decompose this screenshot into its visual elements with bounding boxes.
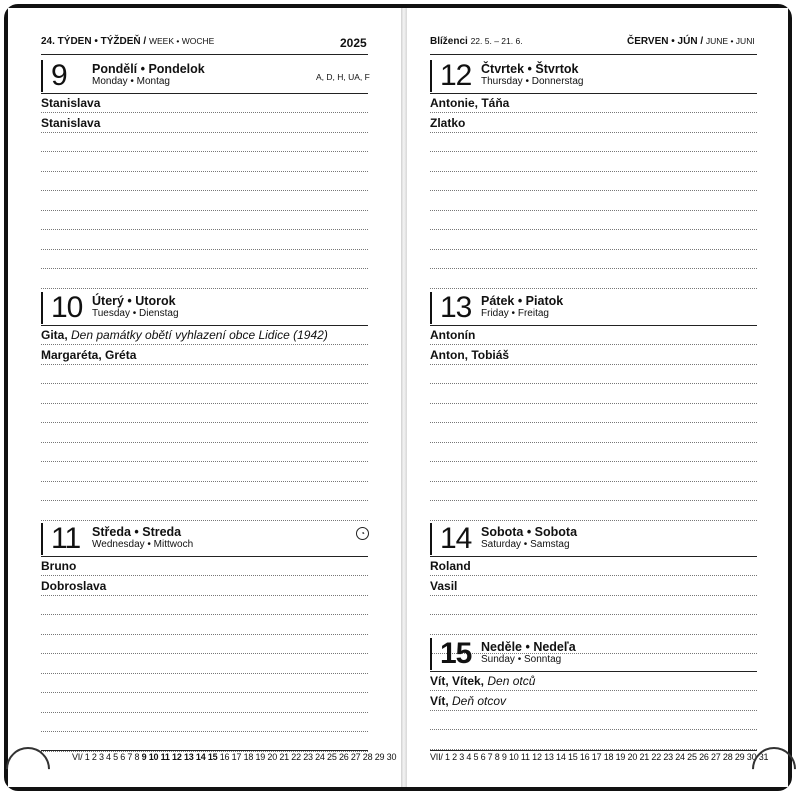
day-number-bar — [430, 292, 432, 324]
writing-line — [430, 344, 757, 345]
day-name: Čtvrtek • Štvrtok — [481, 62, 579, 76]
month-label-thin: JUNE • JUNI — [705, 36, 755, 46]
header-rule — [430, 54, 757, 55]
nameday-line — [41, 348, 136, 362]
writing-line — [41, 712, 368, 713]
nameday-text: Bruno — [41, 559, 77, 573]
nameday-text: Dobroslava — [41, 579, 107, 593]
strip-day: 31 — [758, 752, 769, 762]
strip-day: 13 — [544, 752, 557, 762]
header-rule — [41, 54, 368, 55]
writing-line — [41, 461, 368, 462]
strip-day: 29 — [374, 752, 387, 762]
day-rule — [41, 93, 368, 94]
strip-day: 3 — [459, 752, 467, 762]
strip-day: 16 — [219, 752, 232, 762]
strip-day: 5 — [473, 752, 481, 762]
nameday-text: Zlatko — [430, 116, 466, 130]
writing-line — [430, 729, 757, 730]
strip-month: VI/ — [72, 752, 85, 762]
strip-day: 23 — [663, 752, 676, 762]
day-name: Středa • Streda — [92, 525, 182, 539]
observance-text: Den otců — [484, 674, 536, 688]
day-name: Pondělí • Pondelok — [92, 62, 205, 76]
strip-day: 2 — [91, 752, 99, 762]
strip-day: 8 — [494, 752, 502, 762]
nameday-text: Gita, — [41, 328, 68, 342]
nameday-line — [430, 579, 457, 593]
strip-day: 18 — [603, 752, 616, 762]
writing-line — [41, 595, 368, 596]
writing-line — [430, 614, 757, 615]
writing-line — [430, 690, 757, 691]
writing-line — [41, 731, 368, 732]
writing-line — [41, 112, 368, 113]
day-number: 10 — [51, 291, 83, 324]
strip-day: 25 — [327, 752, 339, 762]
strip-day: 5 — [113, 752, 121, 762]
strip-day: 14 — [556, 752, 568, 762]
strip-day: 21 — [279, 752, 292, 762]
corner-mark — [0, 738, 59, 800]
nameday-line — [41, 116, 100, 130]
strip-rule — [430, 750, 757, 751]
holiday-countries: A, D, H, UA, F — [316, 72, 370, 82]
day-name-en-de: Monday • Montag — [92, 76, 170, 87]
year-label: 2025 — [340, 36, 367, 50]
strip-day: 15 — [207, 752, 220, 762]
full-moon-icon: ◔ — [356, 527, 369, 540]
writing-line — [41, 364, 368, 365]
strip-day: 28 — [722, 752, 735, 762]
strip-day: 22 — [291, 752, 304, 762]
strip-day: 1 — [445, 752, 453, 762]
writing-line — [41, 500, 368, 501]
strip-day: 3 — [98, 752, 107, 762]
month-strip-july — [430, 752, 768, 762]
writing-line — [430, 229, 757, 230]
nameday-text: Antonie, Táňa — [430, 96, 510, 110]
nameday-text: Vasil — [430, 579, 458, 593]
strip-day: 7 — [127, 752, 135, 762]
writing-line — [41, 151, 368, 152]
day-name-en-de: Saturday • Samstag — [481, 539, 570, 550]
strip-day: 27 — [350, 752, 363, 762]
day-rule — [41, 325, 368, 326]
week-label-thin: WEEK • WOCHE — [148, 36, 215, 46]
strip-day: 12 — [172, 752, 184, 762]
zodiac-header — [430, 36, 523, 47]
nameday-text: Vít, — [430, 694, 449, 708]
corner-mark — [743, 738, 800, 800]
strip-day: 12 — [532, 752, 545, 762]
nameday-line — [430, 328, 475, 342]
strip-day: 22 — [651, 752, 664, 762]
strip-day: 10 — [509, 752, 521, 762]
nameday-line — [430, 116, 465, 130]
day-number-bar — [430, 60, 432, 92]
nameday-line — [41, 328, 328, 342]
nameday-text: Margaréta, Gréta — [41, 348, 137, 362]
nameday-text: Stanislava — [41, 116, 101, 130]
writing-line — [41, 481, 368, 482]
writing-line — [41, 383, 368, 384]
writing-line — [430, 442, 757, 443]
day-name: Pátek • Piatok — [481, 294, 564, 308]
writing-line — [430, 112, 757, 113]
writing-line — [430, 132, 757, 133]
month-label: ČERVEN • JÚN / — [627, 36, 706, 47]
week-label: 24. TÝDEN • TÝŽDEŇ / — [41, 36, 149, 47]
strip-day: 17 — [591, 752, 604, 762]
nameday-text: Antonín — [430, 328, 476, 342]
writing-line — [430, 383, 757, 384]
strip-day: 6 — [120, 752, 128, 762]
writing-line — [41, 190, 368, 191]
strip-day: 27 — [711, 752, 723, 762]
strip-day: 6 — [480, 752, 488, 762]
strip-day: 8 — [134, 752, 142, 762]
writing-line — [41, 288, 368, 289]
nameday-line — [430, 348, 509, 362]
strip-day: 4 — [466, 752, 474, 762]
writing-line — [41, 210, 368, 211]
nameday-text: Vít, Vítek, — [430, 674, 485, 688]
day-name-en-de: Sunday • Sonntag — [481, 654, 562, 665]
strip-day: 23 — [303, 752, 316, 762]
strip-day: 17 — [231, 752, 244, 762]
writing-line — [430, 481, 757, 482]
strip-day: 30 — [746, 752, 759, 762]
writing-line — [41, 653, 368, 654]
strip-day: 28 — [362, 752, 375, 762]
writing-line — [41, 268, 368, 269]
strip-day: 19 — [615, 752, 628, 762]
nameday-line — [430, 694, 506, 708]
day-rule — [430, 93, 757, 94]
writing-line — [41, 422, 368, 423]
strip-day: 29 — [734, 752, 747, 762]
writing-line — [41, 249, 368, 250]
writing-line — [41, 614, 368, 615]
writing-line — [41, 520, 368, 521]
writing-line — [41, 403, 368, 404]
strip-day: 19 — [255, 752, 268, 762]
strip-day: 10 — [148, 752, 161, 762]
day-name: Úterý • Utorok — [92, 294, 176, 308]
week-header — [41, 36, 214, 47]
nameday-line — [41, 579, 106, 593]
day-rule — [41, 556, 368, 557]
strip-day: 13 — [183, 752, 196, 762]
writing-line — [430, 210, 757, 211]
day-name-en-de: Wednesday • Mittwoch — [92, 539, 194, 550]
day-rule — [430, 556, 757, 557]
strip-month: VII/ — [430, 752, 446, 762]
strip-day: 16 — [579, 752, 592, 762]
writing-line — [430, 595, 757, 596]
day-name-en-de: Thursday • Donnerstag — [481, 76, 584, 87]
strip-rule — [41, 750, 368, 751]
strip-day: 26 — [699, 752, 711, 762]
day-number: 12 — [440, 59, 472, 92]
writing-line — [430, 422, 757, 423]
writing-line — [41, 442, 368, 443]
nameday-line — [430, 674, 535, 688]
day-number-bar — [41, 292, 43, 324]
day-rule — [430, 325, 757, 326]
strip-day: 24 — [675, 752, 688, 762]
writing-line — [430, 575, 757, 576]
day-number: 11 — [51, 522, 81, 555]
day-name: Neděle • Nedeľa — [481, 640, 576, 654]
zodiac-label: Blíženci — [430, 36, 471, 47]
strip-day: 11 — [520, 752, 533, 762]
writing-line — [41, 132, 368, 133]
strip-day: 7 — [487, 752, 495, 762]
observance-text: Den památky obětí vyhlazení obce Lidice (1942) — [67, 328, 328, 342]
month-header — [627, 36, 755, 47]
writing-line — [41, 692, 368, 693]
writing-line — [41, 575, 368, 576]
observance-text: Deň otcov — [448, 694, 507, 708]
strip-day: 15 — [567, 752, 580, 762]
strip-day: 14 — [195, 752, 208, 762]
writing-line — [430, 500, 757, 501]
writing-line — [41, 229, 368, 230]
zodiac-range: 22. 5. – 21. 6. — [470, 36, 523, 46]
nameday-text: Stanislava — [41, 96, 101, 110]
strip-day: 30 — [386, 752, 397, 762]
strip-day: 4 — [106, 752, 114, 762]
writing-line — [430, 520, 757, 521]
writing-line — [430, 653, 757, 654]
nameday-text: Roland — [430, 559, 471, 573]
strip-day: 26 — [338, 752, 351, 762]
strip-day: 18 — [243, 752, 256, 762]
nameday-line — [430, 96, 509, 110]
nameday-line — [41, 559, 76, 573]
writing-line — [430, 710, 757, 711]
writing-line — [41, 634, 368, 635]
day-name-en-de: Friday • Freitag — [481, 308, 549, 319]
writing-line — [430, 364, 757, 365]
strip-day: 9 — [141, 752, 149, 762]
day-rule — [430, 671, 757, 672]
day-name-en-de: Tuesday • Dienstag — [92, 308, 179, 319]
strip-day: 9 — [501, 752, 509, 762]
strip-day: 2 — [452, 752, 460, 762]
writing-line — [41, 171, 368, 172]
day-number-bar — [430, 638, 432, 670]
writing-line — [41, 344, 368, 345]
writing-line — [430, 403, 757, 404]
day-number-bar — [41, 523, 43, 555]
strip-day: 20 — [267, 752, 280, 762]
nameday-line — [430, 559, 471, 573]
strip-day: 25 — [687, 752, 700, 762]
day-number: 13 — [440, 291, 472, 324]
writing-line — [430, 151, 757, 152]
writing-line — [430, 171, 757, 172]
day-number-bar — [430, 523, 432, 555]
day-number: 15 — [440, 637, 472, 670]
strip-day: 1 — [84, 752, 92, 762]
day-number: 14 — [440, 522, 472, 555]
day-number-bar — [41, 60, 43, 92]
writing-line — [430, 634, 757, 635]
strip-day: 24 — [315, 752, 328, 762]
writing-line — [41, 673, 368, 674]
day-number: 9 — [51, 59, 67, 92]
writing-line — [430, 190, 757, 191]
nameday-line — [41, 96, 100, 110]
writing-line — [430, 249, 757, 250]
month-strip-june — [72, 752, 396, 762]
strip-day: 20 — [627, 752, 640, 762]
writing-line — [430, 268, 757, 269]
nameday-text: Anton, Tobiáš — [430, 348, 510, 362]
strip-day: 11 — [160, 752, 173, 762]
writing-line — [430, 288, 757, 289]
day-name: Sobota • Sobota — [481, 525, 578, 539]
writing-line — [430, 461, 757, 462]
strip-day: 21 — [639, 752, 652, 762]
